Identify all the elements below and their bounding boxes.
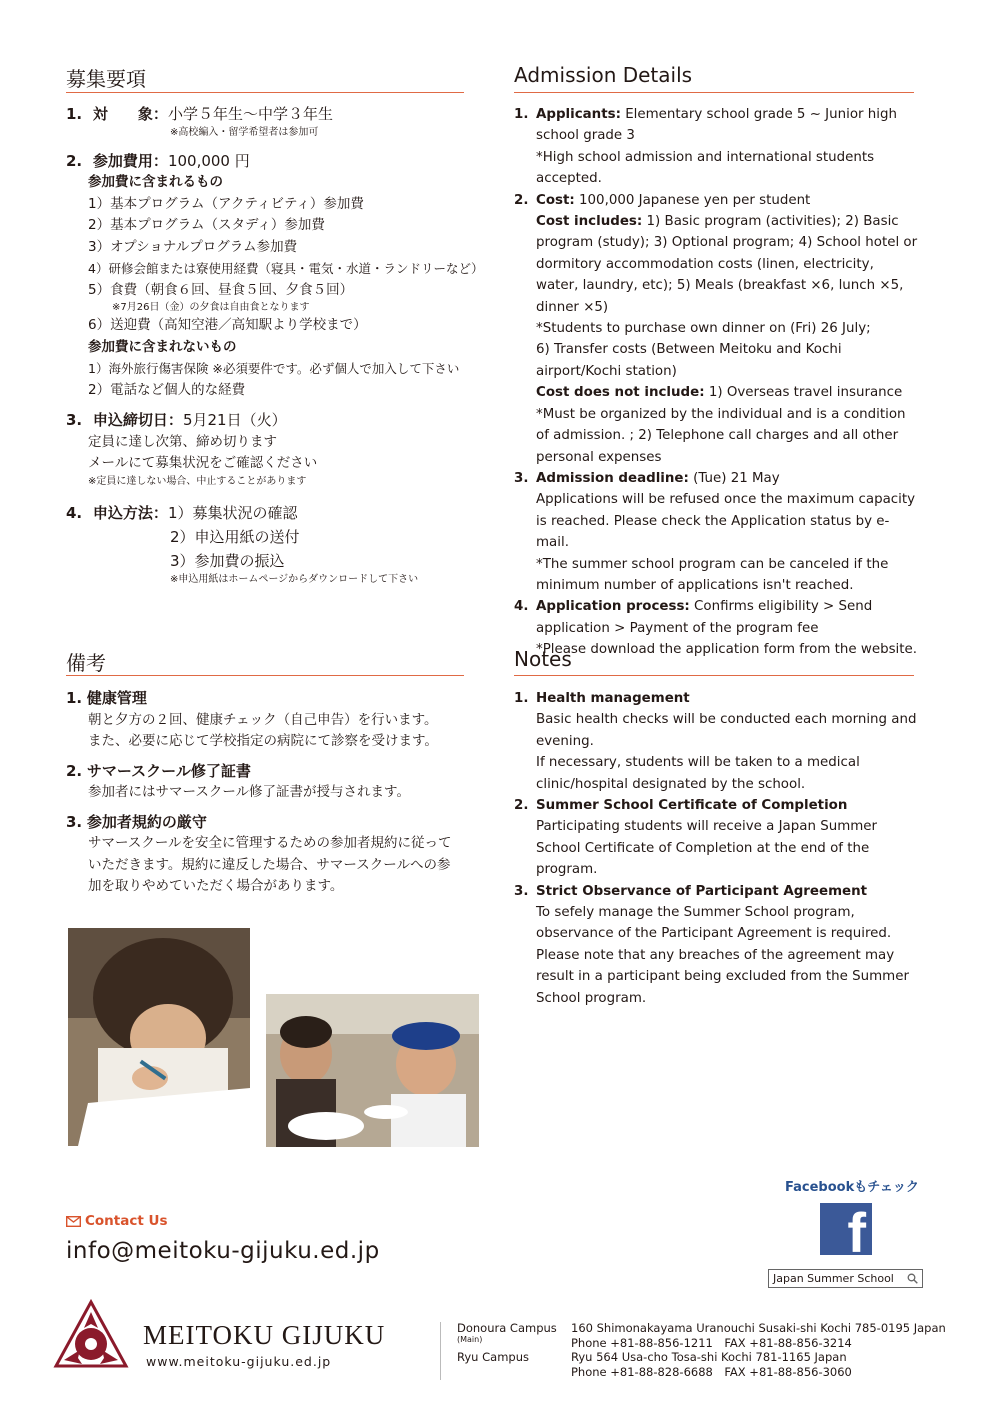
item-num: 2. <box>66 151 83 170</box>
excludes-label: Cost does not include: <box>536 385 705 401</box>
included-item: 4）研修会館または寮使用経費（寝具・電気・水道・ランドリーなど） <box>88 261 484 276</box>
footer-divider <box>440 1322 441 1380</box>
item-num: 2. <box>514 192 529 208</box>
note-line: 参加者にはサマースクール修了証書が授与されます。 <box>88 784 410 800</box>
note-text: Basic health checks will be conducted each morning and evening. <box>536 712 917 749</box>
process-step: 3）参加費の振込 <box>170 551 285 570</box>
item-num: 3. <box>514 883 529 899</box>
photo-girl-writing <box>68 928 250 1146</box>
campus-addresses <box>571 1321 946 1379</box>
item-num: 3. <box>66 812 83 831</box>
included-item: 3）オプショナルプログラム参加費 <box>88 238 298 255</box>
facebook-search-box[interactable] <box>768 1269 923 1288</box>
admission-item <box>514 468 920 596</box>
item-label: Applicants: <box>536 107 621 122</box>
note-text: Participating students will receive a Japan Summer School Certificate of Completion at the end of the program. <box>536 819 878 878</box>
campus-address: 160 Shimonakayama Uranouchi Susaki-shi Kochi 785-0195 Japan <box>571 1321 946 1335</box>
note-heading: Strict Observance of Participant Agreement <box>536 883 868 899</box>
note-item <box>514 881 920 1009</box>
excluded-title: 参加費に含まれないもの <box>88 338 237 355</box>
included-item: 5）食費（朝食６回、昼食５回、夕食５回） <box>88 281 354 298</box>
item-text: Confirms eligibility > Send application > Payment of the program fee <box>536 599 873 636</box>
note-line: サマースクールを安全に管理するための参加者規約に従って <box>88 835 452 851</box>
mail-icon <box>66 1216 81 1227</box>
en-notes-list <box>514 688 920 1009</box>
item-num: 1. <box>66 689 83 707</box>
item-extra: Applications will be refused once the maximum capacity is reached. Please check the Application status by e-mail. <box>536 492 916 551</box>
process-step: 1）募集状況の確認 <box>167 503 298 522</box>
en-admission-list <box>514 104 920 661</box>
included-note: ※7月26日（金）の夕食は自由食となります <box>112 302 310 313</box>
item-num: 1. <box>514 691 529 706</box>
includes-text: 1) Basic program (activities); 2) Basic program (study); 3) Optional program; 4) School hotel or dormitory accommodation costs (linen, electricity, water, laundry, etc); 5) Meals (breakfast ×6, lunch ×5, dinner ×5) <box>536 214 918 315</box>
item-num: 3. <box>66 411 83 429</box>
item-extra: *Must be organized by the individual and is a condition of admission. ; 2) Telephone call charges and all other personal expenses <box>536 406 906 465</box>
included-item: 6）送迎費（高知空港／高知駅より学校まで） <box>88 317 367 333</box>
item-extra: *High school admission and international students accepted. <box>536 149 875 187</box>
item-label: 対 象： <box>92 105 168 123</box>
meitoku-logo <box>52 1298 130 1374</box>
deadline-line: 定員に達し次第、締め切ります <box>88 433 277 450</box>
contact-header <box>66 1213 168 1229</box>
note-heading: サマースクール修了証書 <box>86 761 251 780</box>
note-text: To sefely manage the Summer School program, observance of the Participant Agreement is required. Please note that any breaches of the agreement may result in a participant being excluded from the Summer School program. <box>536 905 909 1006</box>
item-label: Cost: <box>536 192 575 208</box>
jp-admission-title: 募集要項 <box>66 67 146 91</box>
jp-notes-list <box>66 688 476 898</box>
note-line: いただきます。規約に違反した場合、サマースクールへの参 <box>88 856 451 873</box>
jp-admission-rule <box>66 92 464 93</box>
note-heading: Health management <box>536 691 690 706</box>
item-num: 2. <box>66 761 83 780</box>
excluded-item: 2）電話など個人的な経費 <box>88 381 246 398</box>
item-label: Admission deadline: <box>536 470 689 486</box>
item-extra: *Please download the application form from the website. <box>536 642 918 658</box>
deadline-line: メールにて募集状況をご確認ください <box>88 455 318 471</box>
item-num: 2. <box>514 798 529 814</box>
item-label: 申込方法： <box>92 503 168 522</box>
admission-item <box>514 190 920 468</box>
item-value: 100,000 円 <box>167 151 250 170</box>
item-label: Application process: <box>536 599 690 615</box>
note-heading: 参加者規約の厳守 <box>86 812 207 831</box>
facebook-search-text: Japan Summer School <box>773 1272 894 1285</box>
campus-phone: Phone +81-88-856-1211 FAX +81-88-856-3214 <box>571 1335 852 1350</box>
item-num: 4. <box>514 599 529 615</box>
campus-names <box>457 1321 567 1364</box>
en-admission-title: Admission Details <box>514 63 693 87</box>
jp-notes-title: 備考 <box>66 651 106 675</box>
facebook-logo-letter: f <box>847 1203 866 1255</box>
item-num: 3. <box>514 470 529 486</box>
note-heading: Summer School Certificate of Completion <box>536 798 848 814</box>
jp-notes-rule <box>66 675 464 676</box>
item-extra: *The summer school program can be canceled if the minimum number of applications isn't reached. <box>536 556 889 593</box>
note-line: 加を取りやめていただく場合があります。 <box>88 878 344 894</box>
item-note: ※高校編入・留学希望者は参加可 <box>170 126 319 138</box>
excluded-item: 1）海外旅行傷害保険 ※必須要件です。必ず個人で加入して下さい <box>88 361 460 376</box>
item-value: 小学５年生〜中学３年生 <box>167 105 333 123</box>
item-text: Elementary school grade 5 ~ Junior high school grade 3 <box>536 107 897 144</box>
admission-item <box>514 596 920 660</box>
item-label: 申込締切日： <box>92 411 183 429</box>
item-num: 1. <box>66 105 83 123</box>
en-admission-rule <box>514 92 914 93</box>
search-icon <box>907 1273 918 1284</box>
item-extra: *Students to purchase own dinner on (Fri) 26 July; <box>536 321 871 337</box>
excludes-text: 1) Overseas travel insurance <box>704 385 903 401</box>
item-num: 4. <box>66 503 83 522</box>
deadline-note: ※定員に達しない場合、中止することがあります <box>88 475 307 487</box>
item-value: 5月21日（火） <box>182 411 287 429</box>
note-item <box>514 795 920 881</box>
item-num: 1. <box>514 107 529 122</box>
process-step: 2）申込用紙の送付 <box>170 527 300 546</box>
note-item <box>514 688 920 795</box>
jp-admission-list <box>66 104 484 587</box>
item-extra: 6) Transfer costs (Between Meitoku and Kochi airport/Kochi station) <box>536 342 842 379</box>
note-text: If necessary, students will be taken to a medical clinic/hospital designated by the school. <box>536 755 860 792</box>
en-notes-rule <box>514 675 914 676</box>
included-item: 2）基本プログラム（スタディ）参加費 <box>88 217 325 233</box>
item-text: (Tue) 21 May <box>688 470 780 486</box>
includes-label: Cost includes: <box>536 214 643 230</box>
campus-name: Donoura Campus <box>457 1321 557 1335</box>
contact-email[interactable]: info@meitoku-gijuku.ed.jp <box>66 1238 380 1264</box>
note-line: 朝と夕方の２回、健康チェック（自己申告）を行います。 <box>88 711 438 728</box>
facebook-title: Facebookもチェック <box>785 1180 919 1195</box>
campus-phone: Phone +81-88-828-6688 FAX +81-88-856-3060 <box>571 1364 852 1379</box>
facebook-icon[interactable] <box>820 1203 872 1255</box>
campus-address: Ryu 564 Usa-cho Tosa-shi Kochi 781-1165 Japan <box>571 1350 847 1364</box>
admission-item <box>514 104 920 190</box>
note-line: また、必要に応じて学校指定の病院にて診察を受けます。 <box>88 733 438 749</box>
photo-students-meal <box>266 994 479 1147</box>
contact-label: Contact Us <box>85 1213 168 1229</box>
campus-name: Ryu Campus <box>457 1349 529 1364</box>
item-text: 100,000 Japanese yen per student <box>574 192 811 208</box>
en-notes-title: Notes <box>514 647 572 671</box>
brand-name: MEITOKU GIJUKU <box>143 1320 386 1350</box>
included-title: 参加費に含まれるもの <box>88 174 223 190</box>
brand-url[interactable]: www.meitoku-gijuku.ed.jp <box>146 1354 332 1369</box>
item-label: 参加費用： <box>92 151 168 170</box>
process-note: ※申込用紙はホームページからダウンロードして下さい <box>170 573 419 585</box>
note-heading: 健康管理 <box>86 689 147 707</box>
campus-sub: (Main) <box>457 1334 483 1344</box>
included-item: 1）基本プログラム（アクティビティ）参加費 <box>88 195 364 212</box>
